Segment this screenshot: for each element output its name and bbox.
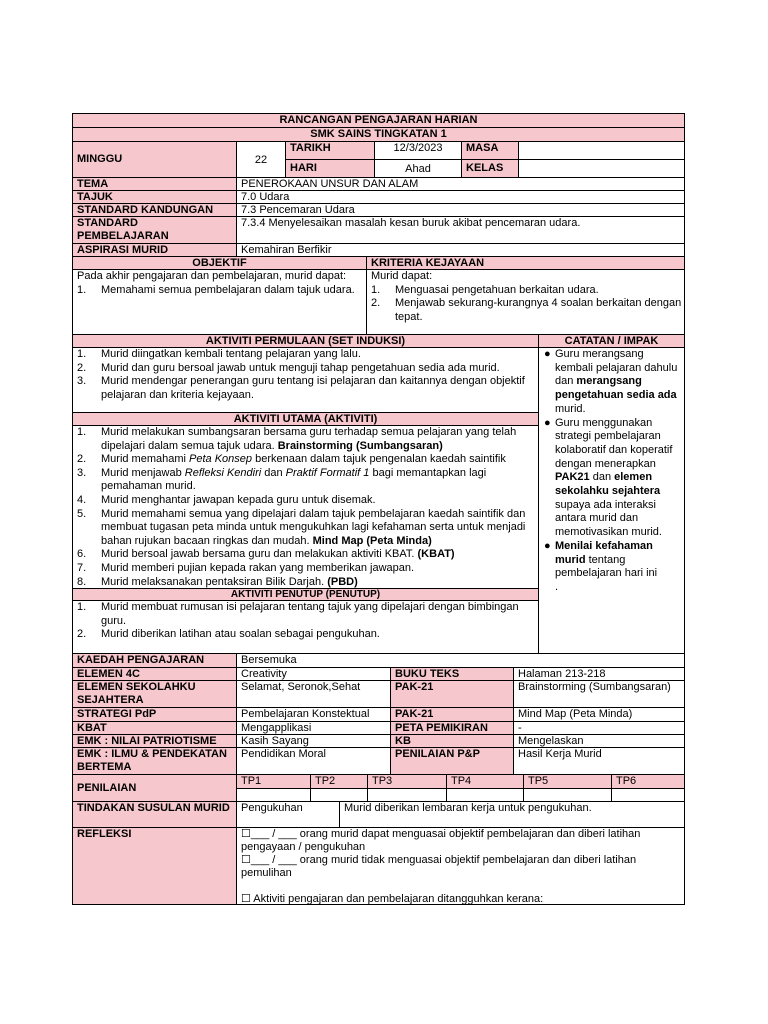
tema-value: PENEROKAAN UNSUR DAN ALAM (236, 177, 685, 191)
kriteria-intro: Murid dapat: (371, 270, 433, 282)
objektif-body (72, 269, 367, 335)
list-item: ● Menilai kefahaman murid tentang pembelajaran hari ini . (544, 539, 658, 593)
refleksi-label: REFLEKSI (72, 827, 237, 905)
tarikh-label: TARIKH (285, 141, 375, 160)
sejahtera-label: ELEMEN SEKOLAHKU SEJAHTERA (72, 680, 237, 708)
strategi-label: STRATEGI PdP (72, 707, 237, 722)
elemen-4c-value: Creativity (236, 667, 391, 681)
masa-label: MASA (461, 141, 519, 160)
aspirasi-label: ASPIRASI MURID (72, 243, 237, 257)
tajuk-value: 7.0 Udara (236, 190, 685, 204)
buku-teks-label: BUKU TEKS (390, 667, 514, 681)
standard-pembelajaran-value: 7.3.4 Menyelesaikan masalah kesan buruk akibat pencemaran udara. (236, 216, 685, 244)
objektif-heading: OBJEKTIF (72, 256, 367, 270)
tarikh-value: 12/3/2023 (374, 141, 462, 160)
kriteria-body (366, 269, 685, 335)
list-item: 7. Murid memberi pujian kepada rakan yang memberikan jawapan. (77, 561, 415, 574)
peta-pemikiran-label: PETA PEMIKIRAN (390, 721, 514, 735)
kelas-label: KELAS (461, 159, 519, 178)
aktiviti-utama-heading: AKTIVITI UTAMA (AKTIVITI) (72, 412, 539, 426)
pak21-value: Mind Map (Peta Minda) (513, 707, 685, 722)
list-item: 1. Memahami semua pembelajaran dalam tajuk udara. (77, 283, 355, 296)
kriteria-heading: KRITERIA KEJAYAAN (366, 256, 685, 270)
list-item: 2. Murid dan guru bersoal jawab untuk menguji tahap pengetahuan sedia ada murid. (77, 361, 500, 374)
tp2-check[interactable] (310, 788, 368, 802)
catatan-heading: CATATAN / IMPAK (538, 334, 685, 348)
list-item: 6. Murid bersoal jawab bersama guru dan melakukan aktiviti KBAT. (KBAT) (77, 548, 455, 561)
list-item: 2. Murid diberikan latihan atau soalan sebagai pengukuhan. (77, 628, 380, 641)
school-name: SMK SAINS TINGKATAN 1 (72, 127, 685, 142)
tajuk-label: TAJUK (72, 190, 237, 204)
emk-ilmu-value: Pendidikan Moral (236, 747, 391, 775)
list-item: ● Guru menggunakan strategi pembelajaran kolaboratif dan koperatif dengan menerapkan PAK21 dan elemen sekolahku sejahtera supaya ada interaksi antara murid dan memotivasikan murid. (544, 416, 673, 539)
list-item: 1. Murid diingatkan kembali tentang pelajaran yang lalu. (77, 348, 361, 360)
refleksi-body (236, 827, 685, 905)
tindakan-label: TINDAKAN SUSULAN MURID (72, 801, 237, 828)
peta-pemikiran-value: - (513, 721, 685, 735)
tp4-check[interactable] (446, 788, 524, 802)
list-item: ● Guru merangsang kembali pelajaran dahulu dan merangsang pengetahuan sedia ada murid. (544, 348, 678, 415)
penutup-heading: AKTIVITI PENUTUP (PENUTUP) (72, 588, 539, 601)
objektif-intro: Pada akhir pengajaran dan pembelajaran, murid dapat: (77, 270, 347, 282)
kb-value: Mengelaskan (513, 734, 685, 748)
emk-nilai-value: Kasih Sayang (236, 734, 391, 748)
kelas-value (518, 159, 685, 178)
refleksi-line: ☐ Aktiviti pengajaran dan pembelajaran ditangguhkan kerana: (241, 893, 544, 905)
tp1-check[interactable] (236, 788, 311, 802)
penilaian-pp-label: PENILAIAN P&P (390, 747, 514, 775)
pak21-label: PAK-21 (390, 680, 514, 708)
list-item: 2. Murid memahami Peta Konsep berkenaan dalam tajuk pengenalan kaedah saintifik (77, 453, 506, 466)
standard-pembelajaran-label: STANDARD PEMBELAJARAN (72, 216, 237, 244)
tp3-cell: TP3 (367, 774, 447, 789)
tp4-cell: TP4 (446, 774, 524, 789)
refleksi-line: ☐___ / ___ orang murid dapat menguasai objektif pembelajaran dan diberi latihan pengayaan / pengukuhan (241, 828, 641, 853)
tema-label: TEMA (72, 177, 237, 191)
minggu-label: MINGGU (72, 141, 237, 178)
masa-value (518, 141, 685, 160)
penilaian-label: PENILAIAN (72, 774, 237, 802)
tp5-cell: TP5 (523, 774, 612, 789)
hari-label: HARI (285, 159, 375, 178)
list-item: 5. Murid memahami semua yang dipelajari dalam tajuk pembelajaran kaedah saintifik dan membuat tugasan peta minda untuk mengukuhkan lagi kefahaman serta untuk menjadi bahan rujukan bacaan ringkas dan mudah. Mind Map (Peta Minda) (77, 507, 526, 547)
list-item: 4. Murid menghantar jawapan kepada guru untuk disemak. (77, 493, 376, 506)
refleksi-line: ☐___ / ___ orang murid tidak menguasai objektif pembelajaran dan diberi latihan pemulihan (241, 854, 637, 879)
pak21-label: PAK-21 (390, 707, 514, 722)
emk-ilmu-label: EMK : ILMU & PENDEKATAN BERTEMA (72, 747, 237, 775)
catatan-body (538, 347, 685, 654)
emk-nilai-label: EMK : NILAI PATRIOTISME (72, 734, 237, 748)
tp6-cell[interactable]: TP6 (611, 774, 685, 789)
elemen-4c-label: ELEMEN 4C (72, 667, 237, 681)
minggu-value: 22 (236, 141, 286, 178)
tp2-cell: TP2 (310, 774, 368, 789)
list-item: 8. Murid melaksanakan pentaksiran Bilik Darjah. (PBD) (77, 575, 358, 588)
hari-value: Ahad (374, 159, 462, 178)
kbat-value: Mengapplikasi (236, 721, 391, 735)
kaedah-value: Bersemuka (236, 653, 685, 668)
tp5-check[interactable] (523, 788, 612, 802)
list-item: 3. Murid menjawab Refleksi Kendiri dan Praktif Formatif 1 bagi memantapkan lagi pemahaman murid. (77, 466, 487, 493)
list-item: 1. Murid membuat rumusan isi pelajaran tentang tajuk yang dipelajari dengan bimbingan guru. (77, 601, 519, 627)
kb-label: KB (390, 734, 514, 748)
tp1-cell: TP1 (236, 774, 311, 789)
aspirasi-value: Kemahiran Berfikir (236, 243, 685, 257)
set-induksi-body (72, 347, 539, 413)
list-item: 1. Murid melakukan sumbangsaran bersama guru terhadap semua pelajaran yang telah dipelajari dalam semua tajuk udara. Brainstorming (Sumbangsaran) (77, 426, 517, 452)
kbat-label: KBAT (72, 721, 237, 735)
strategi-value: Pembelajaran Konstektual (236, 707, 391, 722)
sejahtera-value: Selamat, Seronok,Sehat (236, 680, 391, 708)
lesson-plan-page (72, 113, 685, 905)
tp6-check[interactable] (611, 788, 685, 802)
list-item: 3. Murid mendengar penerangan guru tentang isi pelajaran dan kaitannya dengan objektif pelajaran dan kriteria kejayaan. (77, 375, 525, 401)
list-item: 1. Menguasai pengetahuan berkaitan udara. (371, 283, 599, 296)
set-induksi-heading: AKTIVITI PERMULAAN (SET INDUKSI) (72, 334, 539, 348)
tindakan-text: Murid diberikan lembaran kerja untuk pengukuhan. (339, 801, 685, 828)
tindakan-type: Pengukuhan (236, 801, 340, 828)
penutup-body (72, 600, 539, 654)
page-title: RANCANGAN PENGAJARAN HARIAN (72, 113, 685, 128)
list-item: 2. Menjawab sekurang-kurangnya 4 soalan berkaitan dengan tepat. (371, 297, 682, 323)
pak21-value: Brainstorming (Sumbangsaran) (513, 680, 685, 708)
penilaian-pp-value: Hasil Kerja Murid (513, 747, 685, 775)
standard-kandungan-label: STANDARD KANDUNGAN (72, 203, 237, 217)
kaedah-label: KAEDAH PENGAJARAN (72, 653, 237, 668)
buku-teks-value: Halaman 213-218 (513, 667, 685, 681)
tp3-check[interactable] (367, 788, 447, 802)
aktiviti-utama-body (72, 425, 539, 589)
standard-kandungan-value: 7.3 Pencemaran Udara (236, 203, 685, 217)
